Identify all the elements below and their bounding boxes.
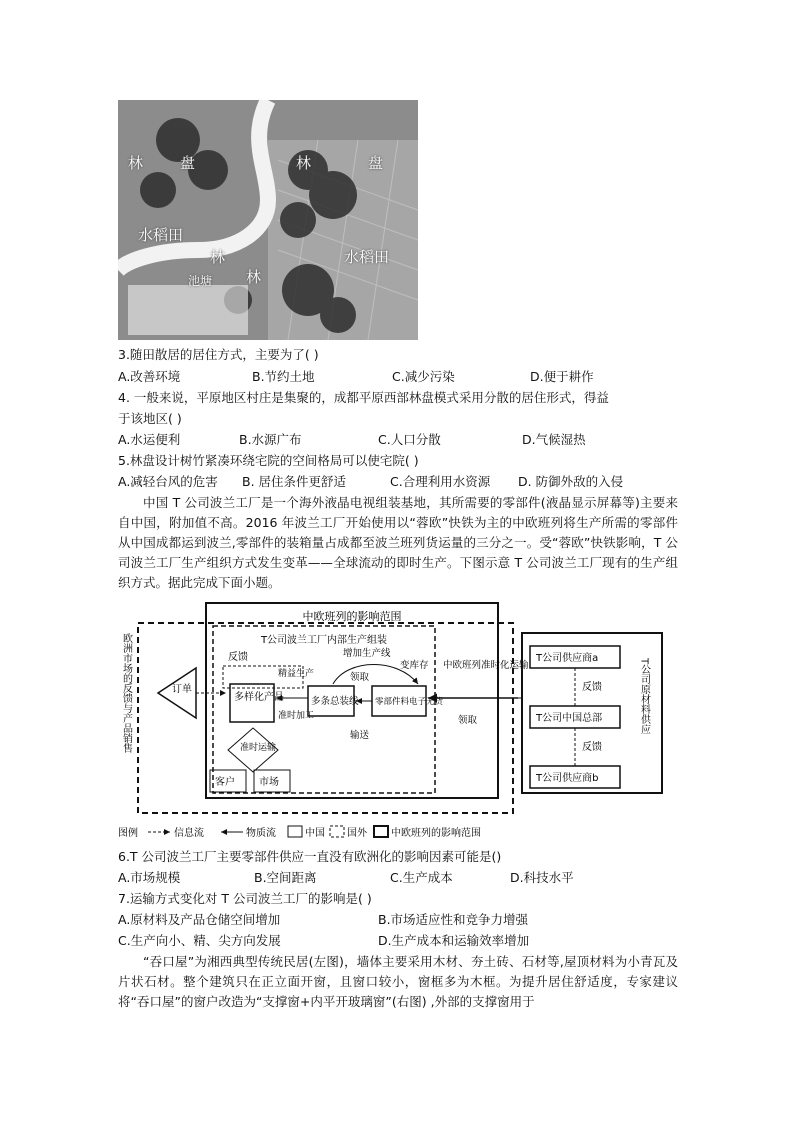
q3-option-b[interactable]: B.节约土地: [252, 369, 315, 384]
add-line-label: 增加生产线: [343, 648, 391, 659]
left-vertical-label: 欧洲市场的反馈与产品销售: [120, 633, 132, 753]
question-3-stem: 3.随田散居的居住方式，主要为了( ): [118, 347, 319, 362]
q5-option-c[interactable]: C.合理利用水资源: [390, 474, 491, 489]
q7-option-c[interactable]: C.生产向小、精、尖方向发展: [118, 933, 281, 948]
q6-option-d[interactable]: D.科技水平: [510, 870, 574, 885]
q3-option-d[interactable]: D.便于耕作: [530, 369, 594, 384]
q3-option-c[interactable]: C.减少污染: [392, 369, 455, 384]
photo-label: 林: [128, 154, 144, 172]
photo-label: 盘: [180, 154, 196, 172]
refined-production-label: 精益生产: [278, 669, 315, 679]
order-label: 订单: [172, 684, 192, 695]
hq-label: T公司中国总部: [536, 713, 603, 724]
customer-label: 客户: [215, 777, 235, 788]
q4-option-a[interactable]: A.水运便利: [118, 432, 181, 447]
legend-range-box: [374, 826, 388, 837]
diversified-product-box: [230, 684, 274, 722]
photo-label: 林: [296, 154, 312, 172]
q6-option-b[interactable]: B.空间距离: [254, 870, 317, 885]
photo-label: 池塘: [188, 274, 213, 288]
question-6-stem: 6.T 公司波兰工厂主要零部件供应一直没有欧洲化的影响因素可能是(): [118, 849, 502, 864]
legend-abroad: 国外: [347, 828, 367, 839]
change-shelf-label: 变库存: [400, 660, 429, 671]
passage-t-company: 中国 T 公司波兰工厂是一个海外液晶电视组装基地，其所需要的零部件(液晶显示屏幕等)主要来自中国，附加值不高。2016 年波兰工厂开始使用以“蓉欧”快铁为主的中欧班列将生产所需的零部件从中国成都运到波兰,零部件的装箱量占成都至波兰班列货运量的三分之一。受“蓉欧”快铁影响，T 公司波兰工厂生产组织方式发生变革——全球流动的即时生产。下图示意 T 公司波兰工厂现有的生产组织方式。据此完成下面小题。: [118, 495, 678, 590]
production-organization-diagram: [118, 598, 678, 843]
supplier-a-label: T公司供应商a: [536, 653, 599, 664]
aerial-photo-linpan: [118, 100, 418, 340]
parts-shelf-label: 零部件料电子无货: [375, 697, 444, 707]
legend-china-box: [288, 826, 302, 837]
q4-option-c[interactable]: C.人口分散: [378, 432, 441, 447]
photo-label: 林: [246, 268, 262, 286]
collect-label: 领取: [350, 672, 370, 683]
q6-option-a[interactable]: A.市场规模: [118, 870, 181, 885]
q4-option-d[interactable]: D.气候湿热: [522, 432, 586, 447]
q5-option-d[interactable]: D. 防御外敌的入侵: [518, 474, 624, 489]
legend-material-flow: 物质流: [246, 828, 276, 839]
q4-option-b[interactable]: B.水源广布: [239, 432, 302, 447]
supplier-b-label: T公司供应商b: [536, 773, 599, 784]
question-7-stem: 7.运输方式变化对 T 公司波兰工厂的影响是( ): [118, 891, 372, 906]
q5-option-a[interactable]: A.减轻台风的危害: [118, 474, 218, 489]
feedback-a-label: 反馈: [582, 682, 602, 693]
photo-label: 水稻田: [138, 226, 184, 244]
legend-info-flow: 信息流: [174, 828, 204, 839]
transport-label: 输送: [350, 730, 370, 741]
jit-processing-label: 准时加工: [278, 711, 315, 721]
outer-title: 中欧班列的影响范围: [302, 610, 402, 623]
q7-option-d[interactable]: D.生产成本和运输效率增加: [378, 933, 530, 948]
jit-delivery-label: 准时运输: [240, 743, 277, 753]
legend-abroad-box: [330, 826, 344, 837]
photo-label: 盘: [368, 154, 384, 172]
question-5-stem: 5.林盘设计树竹紧凑环绕宅院的空间格局可以使宅院( ): [118, 453, 419, 468]
legend-range: 中欧班列的影响范围: [391, 828, 481, 839]
feedback-label: 反馈: [228, 652, 248, 663]
passage-tunkou-house: “吞口屋”为湘西典型传统民居(左图)，墙体主要采用木材、夯土砖、石材等,屋顶材料为小青瓦及片状石材。整个建筑只在正立面开窗，且窗口较小，窗框多为木框。为提升居住舒适度，专家建议将“吞口屋”的窗户改造为“支撑窗+内平开玻璃窗”(右图) ,外部的支撑窗用于: [118, 954, 678, 1009]
aerial-photo-river: [118, 100, 418, 340]
photo-label: 水稻田: [344, 248, 390, 266]
market-label: 市场: [259, 777, 279, 788]
q5-option-b[interactable]: B. 居住条件更舒适: [242, 474, 347, 489]
q3-option-a[interactable]: A.改善环境: [118, 369, 181, 384]
feedback-b-label: 反馈: [582, 742, 602, 753]
legend-china: 中国: [305, 828, 325, 839]
q7-option-a[interactable]: A.原材料及产品仓储空间增加: [118, 912, 281, 927]
right-vertical-label: T公司原材料供应: [638, 658, 650, 735]
q6-option-c[interactable]: C.生产成本: [390, 870, 453, 885]
photo-label: 林: [210, 248, 226, 266]
question-4-stem-line1: 4. 一般来说，平原地区村庄是集聚的，成都平原西部林盘模式采用分散的居住形式，得益: [118, 390, 609, 405]
rail-jit-label: 中欧班列准时化运输: [443, 660, 529, 671]
q7-option-b[interactable]: B.市场适应性和竞争力增强: [378, 912, 529, 927]
legend-label: 图例: [118, 828, 138, 839]
diversified-product-label: 多样化产品: [234, 692, 284, 703]
europe-dashed-frame: [138, 623, 513, 813]
multi-assembly-label: 多条总装线: [311, 696, 359, 707]
collect2-label: 领取: [458, 715, 478, 726]
question-4-stem-line2: 于该地区( ): [118, 411, 182, 426]
inner-title: T公司波兰工厂内部生产组装: [260, 635, 388, 646]
